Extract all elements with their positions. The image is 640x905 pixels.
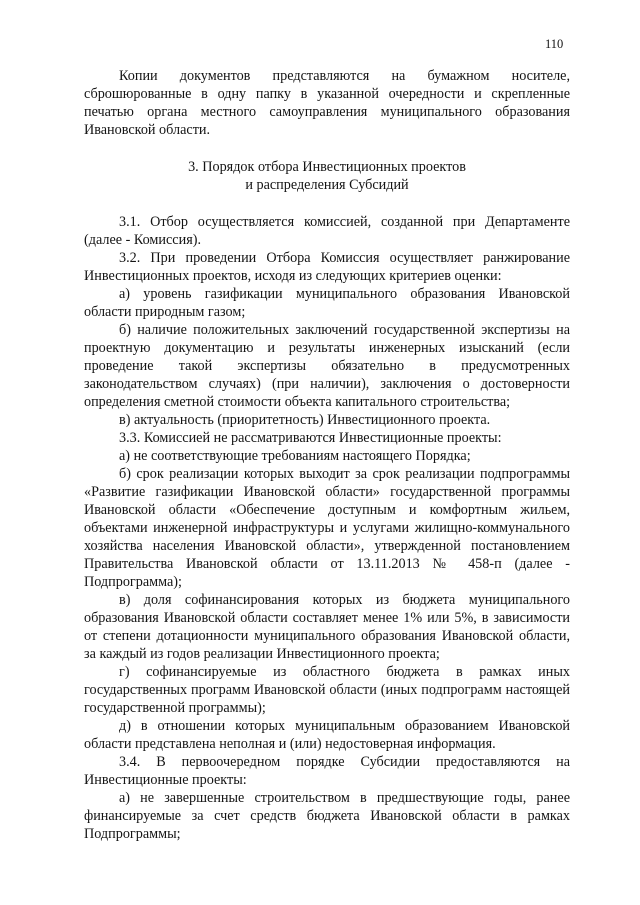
paragraph-3-3-e: д) в отношении которых муниципальным образованием Ивановской области представлена неполная и (или) недостоверная информация. bbox=[84, 718, 570, 752]
paragraph-3-2: 3.2. При проведении Отбора Комиссия осуществляет ранжирование Инвестиционных проектов, исходя из следующих критериев оценки: bbox=[84, 250, 570, 284]
paragraph-3-2-a: а) уровень газификации муниципального образования Ивановской области природным газом; bbox=[84, 286, 570, 320]
paragraph-3-3-b: б) срок реализации которых выходит за срок реализации подпрограммы «Развитие газификации Ивановской области» государственной программы Ивановской области «Обеспечение доступным и комфортным жильем, объектами инженерной инфраструктуры и услугами жилищно-коммунального хозяйства населения Ивановской области», утвержденной постановлением Правительства Ивановской области от 13.11.2013 № 458-п (далее - Подпрограмма); bbox=[84, 466, 570, 590]
paragraph-3-3: 3.3. Комиссией не рассматриваются Инвестиционные проекты: bbox=[119, 430, 502, 446]
paragraph-3-4-a: а) не завершенные строительством в предшествующие годы, ранее финансируемые за счет средств бюджета Ивановской области в рамках Подпрограммы; bbox=[84, 790, 570, 842]
paragraph-3-1: 3.1. Отбор осуществляется комиссией, созданной при Департаменте (далее - Комиссия). bbox=[84, 214, 570, 248]
paragraph-3-2-b: б) наличие положительных заключений государственной экспертизы на проектную документацию и результаты инженерных изысканий (если проведение такой экспертизы обязательно в предусмотренных законодательством случаях) (при наличии), заключения о достоверности определения сметной стоимости объекта капитального строительства; bbox=[84, 322, 570, 410]
page-number: 110 bbox=[545, 37, 564, 51]
paragraph-3-3-c: в) доля софинансирования которых из бюджета муниципального образования Ивановской области составляет менее 1% или 5%, в зависимости от степени дотационности муниципального образования Ивановской области, за каждый из годов реализации Инвестиционного проекта; bbox=[84, 592, 570, 662]
paragraph-3-3-d: г) софинансируемые из областного бюджета в рамках иных государственных программ Ивановской области (иных подпрограмм настоящей государственной программы); bbox=[84, 664, 570, 716]
intro-paragraph: Копии документов представляются на бумажном носителе, сброшюрованные в одну папку в указанной очередности и скрепленные печатью органа местного самоуправления муниципального образования Ивановской области. bbox=[84, 68, 570, 138]
paragraph-3-3-a: а) не соответствующие требованиям настоящего Порядка; bbox=[119, 448, 471, 464]
paragraph-3-4: 3.4. В первоочередном порядке Субсидии предоставляются на Инвестиционные проекты: bbox=[84, 754, 570, 788]
section-heading-line-1: 3. Порядок отбора Инвестиционных проектов bbox=[188, 159, 466, 175]
section-heading-line-2: и распределения Субсидий bbox=[245, 177, 409, 193]
document-page bbox=[84, 0, 570, 843]
paragraph-3-2-c: в) актуальность (приоритетность) Инвестиционного проекта. bbox=[119, 412, 491, 428]
